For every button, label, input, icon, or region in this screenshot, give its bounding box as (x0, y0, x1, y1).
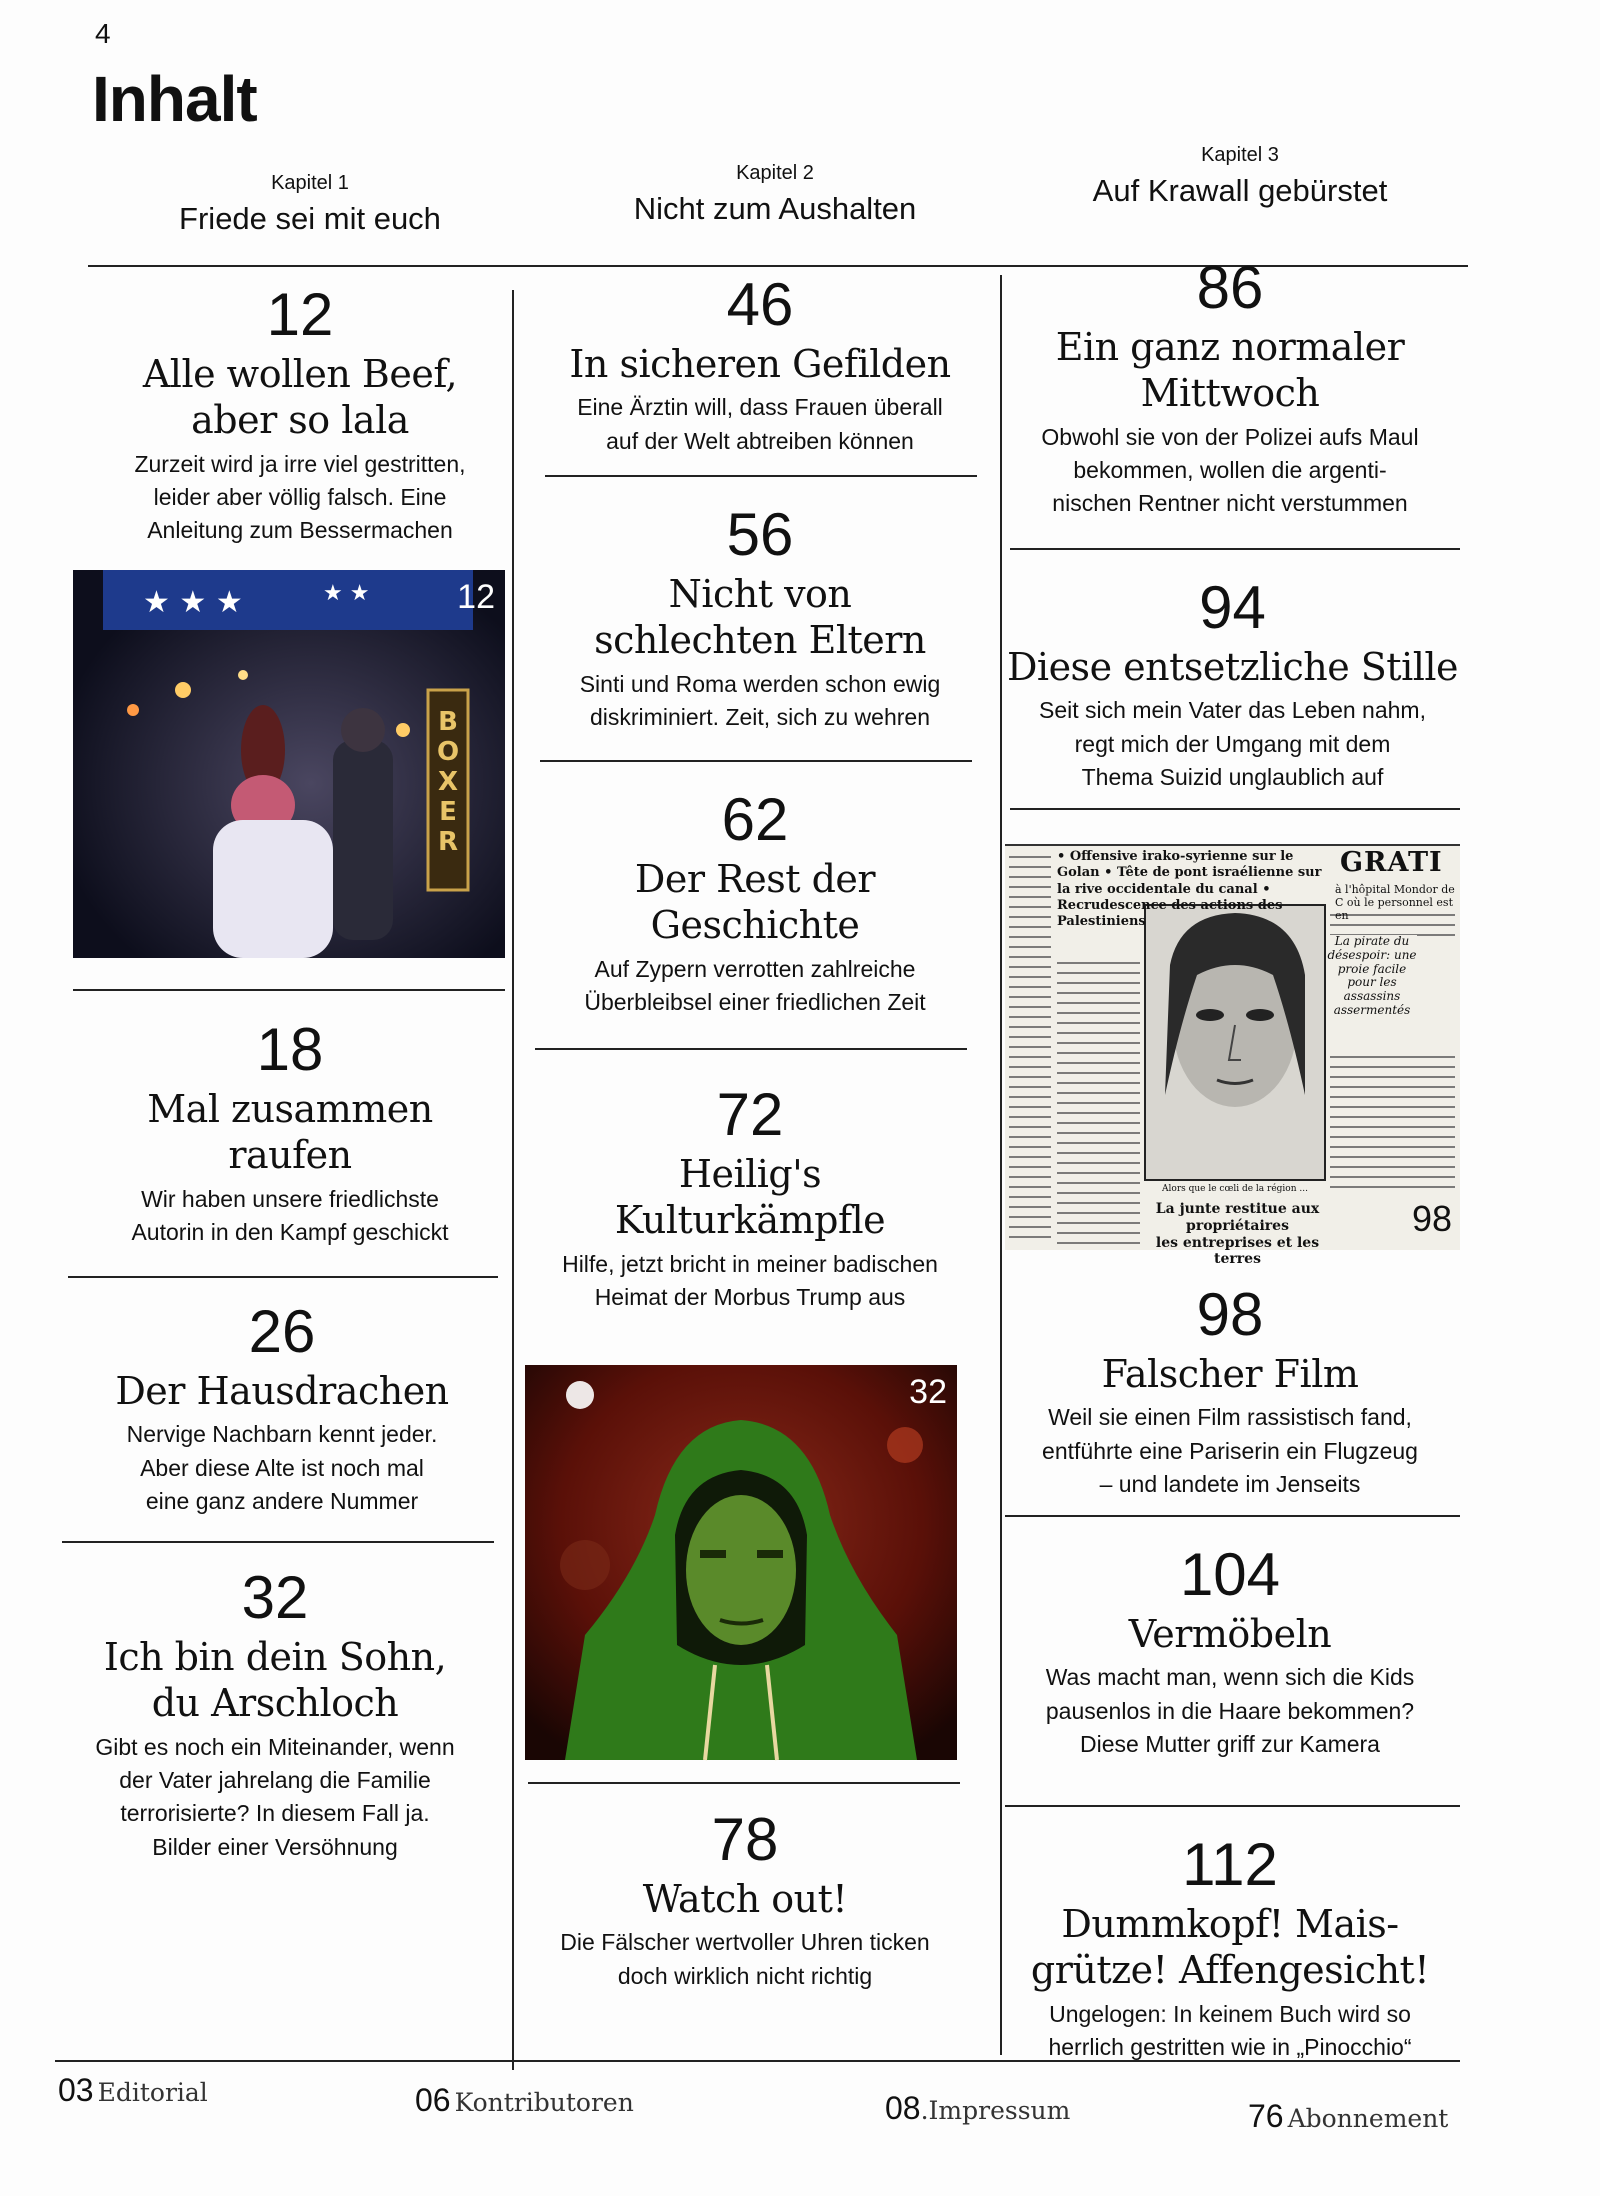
entry-teaser: Auf Zypern verrotten zahlreiche Überbleibsel einer friedlichen Zeit (584, 955, 926, 1016)
entry-teaser: Weil sie einen Film rassistisch fand, entführte eine Pariserin ein Flugzeug – und landete im Jenseits (1042, 1404, 1418, 1498)
entry-rule (1005, 1515, 1460, 1517)
entry-rule (1010, 808, 1460, 810)
entry-title: Nicht von schlechten Eltern (594, 572, 926, 663)
page-title: Inhalt (92, 63, 257, 135)
entry-title: Der Rest der Geschichte (634, 857, 876, 948)
toc-entry[interactable] (1000, 254, 1460, 521)
chapter-title: Nicht zum Aushalten (633, 191, 917, 226)
entry-teaser: Wir haben unsere friedlichste Autorin in den Kampf geschickt (131, 1185, 449, 1246)
entry-title: Mal zusammen raufen (147, 1087, 433, 1178)
entry-title: Alle wollen Beef, aber so lala (142, 352, 458, 443)
svg-text:★ ★: ★ ★ (323, 581, 370, 606)
footer-link-kontributoren[interactable] (415, 2082, 634, 2119)
entry-title: Diese entsetzliche Stille (1006, 645, 1459, 689)
entry-teaser: Eine Ärztin will, dass Frauen überall auf der Welt abtreiben können (577, 394, 943, 454)
newspaper-bottom-headline: La junte restitue aux propriétaires les entreprises et les terres (1155, 1201, 1320, 1268)
toc-entry[interactable] (70, 1016, 510, 1249)
svg-text:★ ★ ★: ★ ★ ★ (143, 585, 243, 620)
page-ref: 112 (1182, 1831, 1278, 1898)
toc-entry[interactable] (50, 1564, 500, 1864)
hoodie-photo (525, 1365, 957, 1760)
footer-page-number: 76 (1248, 2098, 1284, 2134)
toc-entry[interactable] (80, 281, 520, 548)
entry-title: Watch out! (642, 1877, 848, 1921)
chapter-1-header (95, 172, 525, 237)
page-ref: 46 (726, 271, 794, 338)
page-ref: 26 (248, 1298, 316, 1365)
page-badge: 98 (1411, 1198, 1452, 1239)
entry-rule (68, 1276, 498, 1278)
toc-entry[interactable] (515, 1806, 975, 1993)
entry-rule (73, 989, 505, 991)
footer-label: .Impressum (920, 2096, 1071, 2125)
bottom-rule (55, 2060, 1460, 2062)
page-ref: 12 (266, 281, 334, 348)
page-ref: 32 (241, 1564, 309, 1631)
entry-teaser: Ungelogen: In keinem Buch wird so herrlich gestritten wie in „Pinocchio“ (1048, 2000, 1412, 2061)
toc-entry[interactable] (535, 271, 985, 458)
page-ref: 98 (1196, 1281, 1264, 1348)
page-ref: 104 (1179, 1541, 1281, 1608)
page-ref: 62 (721, 786, 789, 853)
footer-page-number: 06 (415, 2082, 451, 2118)
newspaper-masthead: GRATI (1340, 847, 1443, 878)
toc-entry[interactable] (995, 1831, 1465, 2064)
entry-title: Der Hausdrachen (115, 1369, 449, 1413)
entry-teaser: Obwohl sie von der Polizei aufs Maul bekommen, wollen die argenti- nischen Rentner nicht verstummen (1041, 423, 1419, 517)
toc-entry[interactable] (1000, 1281, 1460, 1501)
entry-title: In sicheren Gefilden (569, 342, 951, 386)
chapter-2-header (560, 162, 990, 227)
newspaper-small-line: Alors que le cœli de la région ... (1162, 1184, 1308, 1194)
entry-title: Heilig's Kulturkämpfle (614, 1152, 886, 1243)
page-ref: 72 (716, 1081, 784, 1148)
toc-entry[interactable] (1000, 574, 1465, 794)
entry-rule (535, 1048, 967, 1050)
entry-rule (1010, 548, 1460, 550)
footer-label: Kontributoren (454, 2088, 634, 2117)
footer-link-abonnement[interactable] (1248, 2098, 1448, 2135)
entry-teaser: Sinti und Roma werden schon ewig diskriminiert. Zeit, sich zu wehren (579, 670, 941, 731)
newspaper-headline: • Offensive irako-syrienne sur le Golan • Tête de pont israélienne sur la rive occidentale du canal • Recrudescence des actions des Palestiniens (1057, 849, 1322, 929)
page-ref: 78 (711, 1806, 779, 1873)
newspaper-caption: La pirate du désespoir: une proie facile pour les assassins assermentés (1327, 934, 1417, 1017)
footer-label: Editorial (97, 2078, 208, 2107)
chapter-3-header (1025, 144, 1455, 209)
footer-link-editorial[interactable] (58, 2072, 208, 2109)
entry-rule (528, 1782, 960, 1784)
page-ref: 56 (726, 501, 794, 568)
page-ref: 18 (256, 1016, 324, 1083)
svg-text:X: X (437, 767, 459, 797)
svg-text:E: E (439, 797, 457, 827)
chapter-title: Friede sei mit euch (179, 201, 441, 236)
toc-entry[interactable] (62, 1298, 502, 1518)
toc-entry[interactable] (530, 786, 980, 1019)
toc-entry[interactable] (520, 1081, 980, 1314)
column-divider (512, 290, 514, 2070)
entry-teaser: Nervige Nachbarn kennt jeder. Aber diese Alte ist noch mal eine ganz andere Nummer (126, 1421, 438, 1515)
svg-text:R: R (437, 827, 459, 857)
newspaper-clipping (1005, 845, 1460, 1268)
entry-rule (545, 475, 977, 477)
entry-teaser: Hilfe, jetzt bricht in meiner badischen Heimat der Morbus Trump aus (562, 1250, 938, 1311)
svg-text:B: B (438, 707, 458, 737)
entry-title: Vermöbeln (1128, 1612, 1332, 1656)
entry-teaser: Was macht man, wenn sich die Kids pausenlos in die Haare bekommen? Diese Mutter griff zur Kamera (1045, 1664, 1415, 1758)
page-badge: 32 (909, 1373, 947, 1411)
entry-rule (540, 760, 972, 762)
entry-title: Ich bin dein Sohn, du Arschloch (103, 1635, 447, 1726)
entry-rule (1005, 1805, 1460, 1807)
entry-title: Dummkopf! Mais- grütze! Affengesicht! (1030, 1902, 1430, 1993)
entry-teaser: Gibt es noch ein Miteinander, wenn der Vater jahrelang die Familie terrorisierte? In diesem Fall ja. Bilder einer Versöhnung (95, 1733, 455, 1860)
svg-text:O: O (436, 737, 460, 767)
footer-label: Abonnement (1287, 2104, 1449, 2133)
entry-teaser: Zurzeit wird ja irre viel gestritten, leider aber völlig falsch. Eine Anleitung zum Bessermachen (134, 450, 466, 544)
column-divider (1000, 275, 1002, 2055)
footer-page-number: 03 (58, 2072, 94, 2108)
page-ref: 94 (1199, 574, 1266, 641)
chapter-label: Kapitel 1 (271, 172, 349, 194)
footer-page-number: 08 (885, 2090, 921, 2126)
entry-teaser: Die Fälscher wertvoller Uhren ticken doch wirklich nicht richtig (560, 1929, 930, 1989)
toc-entry[interactable] (1000, 1541, 1460, 1761)
newspaper-side-heading: à l'hôpital Mondor de C où le personnel est en (1335, 883, 1455, 923)
entry-title: Ein ganz normaler Mittwoch (1055, 325, 1405, 416)
entry-rule (62, 1541, 494, 1543)
page-badge: 12 (457, 578, 495, 616)
chapter-label: Kapitel 2 (736, 162, 814, 184)
entry-title: Falscher Film (1101, 1352, 1359, 1396)
chapter-title: Auf Krawall gebürstet (1092, 173, 1388, 208)
boxer-photo (73, 570, 505, 958)
toc-entry[interactable] (535, 501, 985, 734)
page-number: 4 (95, 18, 111, 49)
footer-link-impressum[interactable] (885, 2090, 1070, 2127)
entry-teaser: Seit sich mein Vater das Leben nahm, regt mich der Umgang mit dem Thema Suizid unglaublich auf (1039, 697, 1426, 791)
page-ref: 86 (1196, 254, 1264, 321)
chapter-label: Kapitel 3 (1201, 144, 1279, 166)
